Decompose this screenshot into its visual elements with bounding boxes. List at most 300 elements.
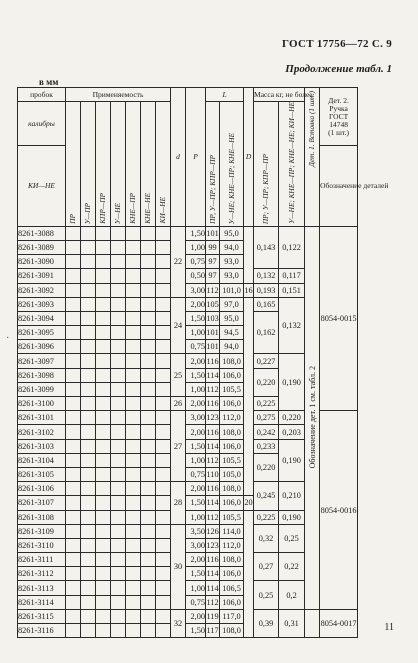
cell-oboz-1: 8054-0015 <box>320 226 358 410</box>
applicability-cell <box>66 340 81 354</box>
cell-oboz-3: 8054-0017 <box>320 609 358 637</box>
applicability-cell <box>66 425 81 439</box>
applicability-cell <box>156 510 171 524</box>
row-code: 8261-3091 <box>18 269 66 283</box>
row-code: 8261-3104 <box>18 453 66 467</box>
cell-m1: 0,132 <box>254 269 279 283</box>
applicability-cell <box>141 397 156 411</box>
cell-d: 28 <box>171 482 186 525</box>
cell-m2: 0,190 <box>279 354 305 411</box>
cell-p: 2,00 <box>186 397 206 411</box>
cell-l1: 126 <box>206 524 220 538</box>
row-code: 8261-3094 <box>18 311 66 325</box>
cell-m2: 0,132 <box>279 297 305 354</box>
applicability-cell <box>81 510 96 524</box>
row-code: 8261-3095 <box>18 326 66 340</box>
applicability-cell <box>66 581 81 595</box>
applicability-cell <box>81 439 96 453</box>
applicability-cell <box>126 624 141 638</box>
applicability-cell <box>156 553 171 567</box>
cell-p: 0,75 <box>186 340 206 354</box>
applicability-cell <box>81 581 96 595</box>
row-code: 8261-3109 <box>18 524 66 538</box>
cell-m1: 0,220 <box>254 368 279 396</box>
applicability-cell <box>81 595 96 609</box>
applicability-cell <box>111 510 126 524</box>
row-code: 8261-3099 <box>18 382 66 396</box>
applicability-cell <box>66 553 81 567</box>
row-code: 8261-3100 <box>18 397 66 411</box>
cell-l1: 117 <box>206 624 220 638</box>
applicability-cell <box>96 411 111 425</box>
header-oboznachenie: Обозначение деталей <box>320 146 358 226</box>
cell-p: 2,00 <box>186 553 206 567</box>
applicability-cell <box>156 269 171 283</box>
cell-p: 0,75 <box>186 467 206 481</box>
applicability-cell <box>96 368 111 382</box>
cell-p: 0,75 <box>186 595 206 609</box>
row-code: 8261-3115 <box>18 609 66 623</box>
applicability-cell <box>66 595 81 609</box>
applicability-cell <box>141 311 156 325</box>
applicability-cell <box>66 255 81 269</box>
row-code: 8261-3110 <box>18 538 66 552</box>
cell-l2: 94,5 <box>220 326 244 340</box>
applicability-cell <box>96 297 111 311</box>
row-code: 8261-3113 <box>18 581 66 595</box>
header-kpr-pr: КПР—ПР <box>96 102 111 227</box>
applicability-cell <box>66 538 81 552</box>
cell-l2: 112,0 <box>220 538 244 552</box>
applicability-cell <box>66 240 81 254</box>
cell-d: 32 <box>171 609 186 637</box>
row-code: 8261-3108 <box>18 510 66 524</box>
cell-l2: 93,0 <box>220 255 244 269</box>
header-pr: ПР <box>66 102 81 227</box>
cell-m1: 0,165 <box>254 297 279 311</box>
cell-l2: 105,5 <box>220 453 244 467</box>
cell-l1: 116 <box>206 553 220 567</box>
row-code: 8261-3116 <box>18 624 66 638</box>
applicability-cell <box>156 482 171 496</box>
cell-p: 1,00 <box>186 326 206 340</box>
cell-l1: 103 <box>206 311 220 325</box>
applicability-cell <box>66 439 81 453</box>
cell-p: 2,00 <box>186 609 206 623</box>
applicability-cell <box>81 397 96 411</box>
applicability-cell <box>126 297 141 311</box>
cell-l1: 112 <box>206 510 220 524</box>
applicability-cell <box>126 240 141 254</box>
cell-m2: 0,220 <box>279 411 305 425</box>
applicability-cell <box>81 354 96 368</box>
applicability-cell <box>81 538 96 552</box>
applicability-cell <box>126 496 141 510</box>
cell-l2: 106,0 <box>220 595 244 609</box>
cell-m2: 0,22 <box>279 553 305 581</box>
cell-l2: 106,0 <box>220 439 244 453</box>
applicability-cell <box>66 269 81 283</box>
applicability-cell <box>126 581 141 595</box>
cell-p: 3,00 <box>186 283 206 297</box>
row-code: 8261-3092 <box>18 283 66 297</box>
cell-l1: 123 <box>206 538 220 552</box>
cell-p: 3,50 <box>186 524 206 538</box>
applicability-cell <box>156 326 171 340</box>
cell-m2: 0,122 <box>279 226 305 269</box>
row-code: 8261-3106 <box>18 482 66 496</box>
applicability-cell <box>156 226 171 240</box>
cell-l2: 114,0 <box>220 524 244 538</box>
cell-l1: 97 <box>206 255 220 269</box>
applicability-cell <box>81 382 96 396</box>
applicability-cell <box>96 240 111 254</box>
applicability-cell <box>141 510 156 524</box>
applicability-cell <box>81 482 96 496</box>
applicability-cell <box>96 524 111 538</box>
cell-l1: 112 <box>206 283 220 297</box>
cell-m1: 0,220 <box>254 453 279 481</box>
header-l1: ПР, У—ПР; КПР—ПР <box>206 102 220 227</box>
cell-m1: 0,225 <box>254 397 279 411</box>
applicability-cell <box>111 382 126 396</box>
applicability-cell <box>96 553 111 567</box>
header-kalibry: калибры <box>18 102 66 146</box>
applicability-cell <box>96 467 111 481</box>
applicability-cell <box>111 269 126 283</box>
applicability-cell <box>141 283 156 297</box>
row-code: 8261-3112 <box>18 567 66 581</box>
applicability-cell <box>66 453 81 467</box>
row-code: 8261-3098 <box>18 368 66 382</box>
gost-header: ГОСТ 17756—72 С. 9 <box>281 38 392 50</box>
applicability-cell <box>81 226 96 240</box>
cell-l1: 112 <box>206 382 220 396</box>
cell-l2: 101,0 <box>220 283 244 297</box>
cell-m2: 0,190 <box>279 439 305 482</box>
header-m1: ПР; У—ПР; КПР—ПР <box>254 102 279 227</box>
cell-m1: 0,225 <box>254 510 279 524</box>
applicability-cell <box>126 425 141 439</box>
row-code: 8261-3097 <box>18 354 66 368</box>
applicability-cell <box>156 382 171 396</box>
cell-d: 27 <box>171 411 186 482</box>
table-continuation-title: Продолжение табл. 1 <box>285 63 392 75</box>
applicability-cell <box>156 297 171 311</box>
applicability-cell <box>156 581 171 595</box>
applicability-cell <box>111 326 126 340</box>
cell-m2: 0,2 <box>279 581 305 609</box>
cell-p: 0,75 <box>186 255 206 269</box>
row-code: 8261-3090 <box>18 255 66 269</box>
header-d: d <box>171 88 186 227</box>
cell-d: 24 <box>171 297 186 354</box>
cell-m1: 0,227 <box>254 354 279 368</box>
applicability-cell <box>66 382 81 396</box>
row-code: 8261-3093 <box>18 297 66 311</box>
cell-l2: 106,0 <box>220 496 244 510</box>
page-number: 11 <box>384 622 394 633</box>
cell-p: 2,00 <box>186 354 206 368</box>
row-code: 8261-3102 <box>18 425 66 439</box>
cell-l2: 106,0 <box>220 397 244 411</box>
applicability-cell <box>141 354 156 368</box>
applicability-cell <box>141 240 156 254</box>
cell-D: 20 <box>244 496 254 510</box>
applicability-cell <box>126 311 141 325</box>
cell-l2: 106,0 <box>220 567 244 581</box>
cell-m1: 0,27 <box>254 553 279 581</box>
cell-p: 1,50 <box>186 624 206 638</box>
applicability-cell <box>126 326 141 340</box>
applicability-cell <box>81 411 96 425</box>
applicability-cell <box>156 240 171 254</box>
header-massa: Массa кг, не более <box>254 88 305 102</box>
cell-m1: 0,25 <box>254 581 279 609</box>
applicability-cell <box>66 326 81 340</box>
cell-l2: 94,0 <box>220 240 244 254</box>
applicability-cell <box>81 624 96 638</box>
applicability-cell <box>81 368 96 382</box>
applicability-cell <box>111 411 126 425</box>
cell-m1: 0,233 <box>254 439 279 453</box>
header-det1: Дет. 1. Вставка (1 шт.) <box>305 88 320 227</box>
cell-l1: 114 <box>206 439 220 453</box>
applicability-cell <box>66 283 81 297</box>
applicability-cell <box>111 340 126 354</box>
applicability-cell <box>141 340 156 354</box>
cell-m2: 0,151 <box>279 283 305 297</box>
applicability-cell <box>126 467 141 481</box>
header-p: P <box>186 88 206 227</box>
applicability-cell <box>81 524 96 538</box>
applicability-cell <box>141 439 156 453</box>
applicability-cell <box>81 240 96 254</box>
cell-l1: 110 <box>206 467 220 481</box>
applicability-cell <box>66 567 81 581</box>
cell-m2: 0,117 <box>279 269 305 283</box>
applicability-cell <box>141 297 156 311</box>
applicability-cell <box>111 609 126 623</box>
cell-l2: 108,0 <box>220 553 244 567</box>
cell-m2: 0,25 <box>279 524 305 552</box>
cell-m1: 0,143 <box>254 226 279 269</box>
applicability-cell <box>96 226 111 240</box>
applicability-cell <box>141 524 156 538</box>
cell-p: 2,00 <box>186 482 206 496</box>
applicability-cell <box>111 624 126 638</box>
cell-oboz-2: 8054-0016 <box>320 411 358 610</box>
cell-d: 26 <box>171 397 186 411</box>
cell-p: 1,50 <box>186 567 206 581</box>
cell-D <box>244 226 254 283</box>
applicability-cell <box>66 524 81 538</box>
row-code: 8261-3114 <box>18 595 66 609</box>
applicability-cell <box>66 467 81 481</box>
applicability-cell <box>141 482 156 496</box>
applicability-cell <box>156 311 171 325</box>
applicability-cell <box>141 553 156 567</box>
cell-l1: 116 <box>206 354 220 368</box>
applicability-cell <box>141 269 156 283</box>
applicability-cell <box>111 467 126 481</box>
cell-p: 2,00 <box>186 297 206 311</box>
cell-m1: 0,32 <box>254 524 279 552</box>
applicability-cell <box>111 453 126 467</box>
applicability-cell <box>81 453 96 467</box>
applicability-cell <box>96 425 111 439</box>
cell-l2: 117,0 <box>220 609 244 623</box>
table-body <box>18 226 358 637</box>
margin-mark: · <box>6 333 10 344</box>
cell-l1: 116 <box>206 482 220 496</box>
row-code: 8261-3107 <box>18 496 66 510</box>
unit-label: в мм <box>39 77 59 87</box>
applicability-cell <box>96 439 111 453</box>
applicability-cell <box>111 439 126 453</box>
applicability-cell <box>96 496 111 510</box>
cell-p: 1,50 <box>186 496 206 510</box>
applicability-cell <box>111 255 126 269</box>
applicability-cell <box>126 397 141 411</box>
applicability-cell <box>141 581 156 595</box>
cell-m2: 0,31 <box>279 609 305 637</box>
header-ki-ne: КИ—НЕ <box>18 146 66 226</box>
applicability-cell <box>141 226 156 240</box>
applicability-cell <box>126 439 141 453</box>
applicability-cell <box>111 581 126 595</box>
applicability-cell <box>156 439 171 453</box>
applicability-cell <box>141 467 156 481</box>
applicability-cell <box>141 609 156 623</box>
applicability-cell <box>111 311 126 325</box>
header-kne-ne: КНЕ—НЕ <box>141 102 156 227</box>
cell-l2: 105,5 <box>220 382 244 396</box>
applicability-cell <box>66 482 81 496</box>
applicability-cell <box>126 411 141 425</box>
cell-l1: 114 <box>206 581 220 595</box>
applicability-cell <box>66 368 81 382</box>
applicability-cell <box>156 425 171 439</box>
applicability-cell <box>141 326 156 340</box>
applicability-cell <box>126 553 141 567</box>
applicability-cell <box>81 297 96 311</box>
row-code: 8261-3089 <box>18 240 66 254</box>
applicability-cell <box>141 411 156 425</box>
applicability-cell <box>141 567 156 581</box>
cell-l1: 116 <box>206 425 220 439</box>
cell-l1: 119 <box>206 609 220 623</box>
cell-p: 1,50 <box>186 311 206 325</box>
applicability-cell <box>111 524 126 538</box>
applicability-cell <box>156 340 171 354</box>
applicability-cell <box>141 496 156 510</box>
cell-d: 30 <box>171 524 186 609</box>
applicability-cell <box>141 595 156 609</box>
applicability-cell <box>66 354 81 368</box>
applicability-cell <box>111 297 126 311</box>
applicability-cell <box>66 510 81 524</box>
applicability-cell <box>141 368 156 382</box>
cell-p: 1,50 <box>186 226 206 240</box>
applicability-cell <box>126 510 141 524</box>
applicability-cell <box>141 255 156 269</box>
calibre-table <box>17 87 389 638</box>
cell-l2: 108,0 <box>220 624 244 638</box>
applicability-cell <box>96 609 111 623</box>
applicability-cell <box>96 624 111 638</box>
cell-l1: 101 <box>206 226 220 240</box>
applicability-cell <box>81 553 96 567</box>
applicability-cell <box>96 397 111 411</box>
cell-m1: 0,245 <box>254 482 279 510</box>
cell-p: 0,50 <box>186 269 206 283</box>
cell-p: 1,00 <box>186 581 206 595</box>
cell-l1: 105 <box>206 297 220 311</box>
cell-p: 1,50 <box>186 439 206 453</box>
applicability-cell <box>96 581 111 595</box>
cell-l1: 116 <box>206 397 220 411</box>
applicability-cell <box>156 397 171 411</box>
applicability-cell <box>96 354 111 368</box>
applicability-cell <box>81 311 96 325</box>
applicability-cell <box>66 624 81 638</box>
applicability-cell <box>66 226 81 240</box>
applicability-cell <box>66 397 81 411</box>
cell-l1: 99 <box>206 240 220 254</box>
applicability-cell <box>126 453 141 467</box>
applicability-cell <box>156 453 171 467</box>
applicability-cell <box>111 240 126 254</box>
cell-l2: 105,0 <box>220 467 244 481</box>
cell-p: 1,00 <box>186 453 206 467</box>
row-code: 8261-3103 <box>18 439 66 453</box>
applicability-cell <box>66 411 81 425</box>
applicability-cell <box>126 382 141 396</box>
applicability-cell <box>111 553 126 567</box>
applicability-cell <box>111 595 126 609</box>
cell-m1: 0,162 <box>254 311 279 354</box>
applicability-cell <box>81 425 96 439</box>
cell-m1: 0,242 <box>254 425 279 439</box>
applicability-cell <box>96 482 111 496</box>
cell-l1: 97 <box>206 269 220 283</box>
row-code: 8261-3111 <box>18 553 66 567</box>
applicability-cell <box>126 482 141 496</box>
applicability-cell <box>126 354 141 368</box>
applicability-cell <box>66 609 81 623</box>
cell-l1: 101 <box>206 340 220 354</box>
applicability-cell <box>111 567 126 581</box>
applicability-cell <box>81 496 96 510</box>
header-ki-ne-2: КИ—НЕ <box>156 102 171 227</box>
cell-p: 2,00 <box>186 425 206 439</box>
cell-l2: 94,0 <box>220 340 244 354</box>
applicability-cell <box>96 538 111 552</box>
cell-l2: 106,5 <box>220 581 244 595</box>
header-m2: У—НЕ; КНЕ—ПР; КНЕ—НЕ; КИ—НЕ <box>279 102 305 227</box>
applicability-cell <box>126 609 141 623</box>
cell-m2: 0,203 <box>279 425 305 439</box>
applicability-cell <box>156 624 171 638</box>
applicability-cell <box>96 255 111 269</box>
applicability-cell <box>126 368 141 382</box>
header-D: D <box>244 88 254 227</box>
applicability-cell <box>156 283 171 297</box>
applicability-cell <box>96 567 111 581</box>
applicability-cell <box>141 624 156 638</box>
applicability-cell <box>156 354 171 368</box>
